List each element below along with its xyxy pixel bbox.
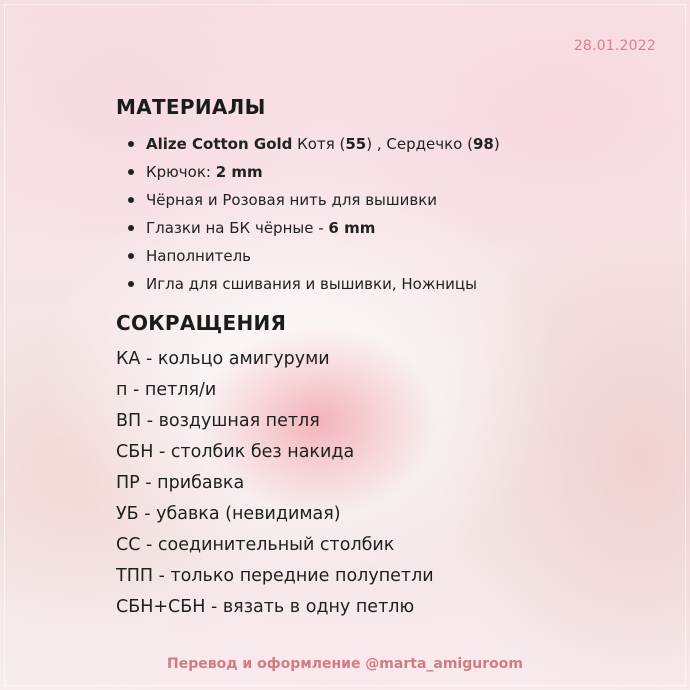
- abbreviation-item: СБН+СБН - вязать в одну петлю: [116, 597, 415, 617]
- material-item-emphasis: 98: [472, 135, 494, 153]
- material-item-text: Наполнитель: [146, 247, 251, 265]
- material-item-emphasis: Alize Cotton Gold: [146, 135, 293, 153]
- material-item: [116, 270, 576, 298]
- abbreviations-heading: СОКРАЩЕНИЯ: [116, 311, 287, 335]
- material-item: [116, 158, 576, 186]
- bullet-icon: [128, 225, 134, 231]
- bullet-icon: [128, 197, 134, 203]
- bullet-icon: [128, 253, 134, 259]
- abbreviation-item: УБ - убавка (невидимая): [116, 504, 341, 524]
- material-item: [116, 242, 576, 270]
- abbreviation-item: ВП - воздушная петля: [116, 411, 320, 431]
- abbreviation-item: ТПП - только передние полупетли: [116, 566, 434, 586]
- material-item-text: Глазки на БК чёрные -: [146, 219, 329, 237]
- material-item-emphasis: 6 mm: [328, 219, 376, 237]
- materials-list: [116, 130, 576, 298]
- abbreviation-item: п - петля/и: [116, 380, 217, 400]
- material-item-emphasis: 55: [345, 135, 367, 153]
- abbreviation-item: КА - кольцо амигуруми: [116, 349, 330, 369]
- abbreviation-item: СС - соединительный столбик: [116, 535, 395, 555]
- material-item-text: Чёрная и Розовая нить для вышивки: [146, 191, 437, 209]
- material-item: [116, 130, 576, 158]
- date-label: 28.01.2022: [573, 38, 656, 54]
- material-item-text: ) , Сердечко (: [366, 135, 473, 153]
- bullet-icon: [128, 169, 134, 175]
- material-item: [116, 214, 576, 242]
- abbreviation-item: СБН - столбик без накида: [116, 442, 355, 462]
- material-item-text: Крючок:: [146, 163, 216, 181]
- content-column: [116, 92, 576, 623]
- bullet-icon: [128, 141, 134, 147]
- material-item-text: Котя (: [292, 135, 346, 153]
- abbreviation-item: ПР - прибавка: [116, 473, 245, 493]
- credit-footer: Перевод и оформление @marta_amiguroom: [167, 656, 523, 672]
- material-item-emphasis: 2 mm: [215, 163, 263, 181]
- abbreviations-list: [116, 344, 576, 623]
- bullet-icon: [128, 281, 134, 287]
- material-item: [116, 186, 576, 214]
- materials-heading: МАТЕРИАЛЫ: [116, 95, 266, 119]
- material-item-text: Игла для сшивания и вышивки, Ножницы: [146, 275, 477, 293]
- material-item-text: ): [493, 135, 500, 153]
